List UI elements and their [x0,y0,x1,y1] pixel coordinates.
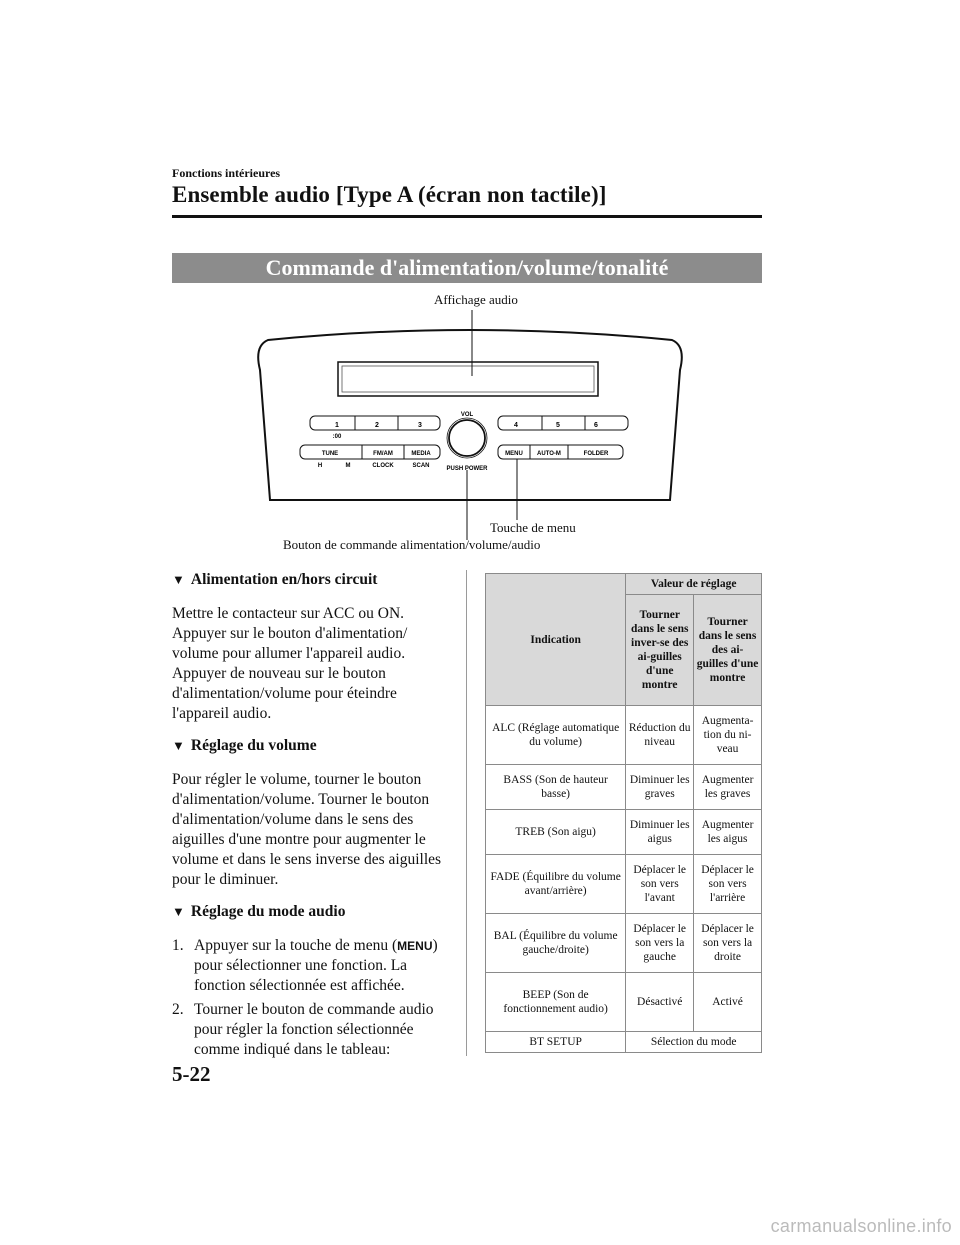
audio-panel-illustration [240,310,700,540]
table-row [486,706,762,765]
page-number: 5-22 [172,1062,211,1086]
tune-button: TUNE [321,451,339,457]
sub-m: M [345,463,351,469]
menu-button: MENU [505,451,523,457]
th-sens: Tourner dans le sens des ai-guilles d'une montre [694,595,762,706]
table-cell-ind: BAL (Équilibre du volume gauche/droite) [486,914,626,973]
sub-clock: CLOCK [372,463,394,469]
table-cell-ccw: Déplacer le son vers la gauche [626,914,694,973]
menu-key-glyph: MENU [397,939,433,953]
preset-1: 1 [335,422,339,429]
table-cell-ind: BEEP (Son de fonctionnement audio) [486,973,626,1032]
settings-table [485,573,762,1053]
table-cell-ccw: Diminuer les graves [626,765,694,810]
table-cell-ccw: Diminuer les aigus [626,810,694,855]
folder-button: FOLDER [583,451,609,457]
preset-6: 6 [594,422,598,429]
step-1: 1. Appuyer sur la touche de menu (MENU) pour sélectionner une fonction. La fonction sélectionnée est affichée. [172,937,438,994]
left-column [172,570,447,1064]
sub-scan: SCAN [412,463,430,469]
vol-label: VOL [460,412,474,418]
section-label: Fonctions intérieures [172,166,281,180]
table-cell-cw: Augmenter les graves [694,765,762,810]
heading-power: ▼ Alimentation en/hors circuit [172,571,378,588]
table-cell-mode: Sélection du mode [626,1032,762,1053]
table-row [486,765,762,810]
media-button: MEDIA [411,451,431,457]
step-2: 2. Tourner le bouton de commande audio pour régler la fonction sélectionnée comme indiqué dans le tableau: [172,1001,434,1058]
steps-list [172,936,447,1060]
section-banner: Commande d'alimentation/volume/tonalité [172,253,762,283]
table-cell-ind: FADE (Équilibre du volume avant/arrière) [486,855,626,914]
triangle-bullet-icon: ▼ [172,572,185,587]
table-row [486,810,762,855]
para-volume: Pour régler le volume, tourner le bouton d'alimentation/volume. Tourner le bouton d'alimentation/volume dans le sens des aiguilles d'une montre pour augmenter le volume et dans le sens inverse des aiguilles pour le diminuer. [172,771,442,888]
table-cell-ccw: Réduction du niveau [626,706,694,765]
table-cell-cw: Augmenta-tion du ni-veau [694,706,762,765]
triangle-bullet-icon: ▼ [172,738,185,753]
heading-volume: ▼ Réglage du volume [172,737,317,754]
power-volume-knob [449,420,485,456]
push-power-label: PUSH POWER [446,466,488,472]
table-row [486,855,762,914]
sub-h: H [317,463,323,469]
label-audio-display: Affichage audio [434,292,518,307]
audio-display-screen [338,362,598,396]
table-row [486,973,762,1032]
table-cell-ccw: Déplacer le son vers l'avant [626,855,694,914]
table-cell-ind: TREB (Son aigu) [486,810,626,855]
preset-3: 3 [418,422,422,429]
table-cell-cw: Augmenter les aigus [694,810,762,855]
table-row [486,914,762,973]
title-rule [172,215,762,218]
preset-1-sub: :00 [332,434,342,440]
table-cell-ind: BASS (Son de hauteur basse) [486,765,626,810]
table-cell-cw: Déplacer le son vers l'arrière [694,855,762,914]
table-cell-ind: ALC (Réglage automatique du volume) [486,706,626,765]
column-divider [466,570,467,1056]
para-power: Mettre le contacteur sur ACC ou ON. Appuyer sur le bouton d'alimentation/ volume pour allumer l'appareil audio. Appuyer de nouveau sur le bouton d'alimentation/volume pour éteindre l'appareil audio. [172,605,408,722]
table-cell-cw: Déplacer le son vers la droite [694,914,762,973]
table-cell-cw: Activé [694,973,762,1032]
preset-4: 4 [514,422,518,429]
autom-button: AUTO-M [537,451,561,457]
watermark: carmanualsonline.info [770,1216,952,1236]
page-title: Ensemble audio [Type A (écran non tactile)] [172,182,607,207]
preset-2: 2 [375,422,379,429]
label-menu-button: Touche de menu [490,520,576,535]
th-valeur: Valeur de réglage [626,574,762,595]
table-cell-ccw: Désactivé [626,973,694,1032]
th-indication: Indication [486,574,626,706]
label-power-knob: Bouton de commande alimentation/volume/audio [283,537,541,552]
triangle-bullet-icon: ▼ [172,904,185,919]
preset-5: 5 [556,422,560,429]
heading-audio-mode: ▼ Réglage du mode audio [172,903,346,920]
table-cell-indication: BT SETUP [486,1032,626,1053]
fmam-button: FM/AM [373,451,393,457]
th-inverse: Tourner dans le sens inver-se des ai-guilles d'une montre [626,595,694,706]
